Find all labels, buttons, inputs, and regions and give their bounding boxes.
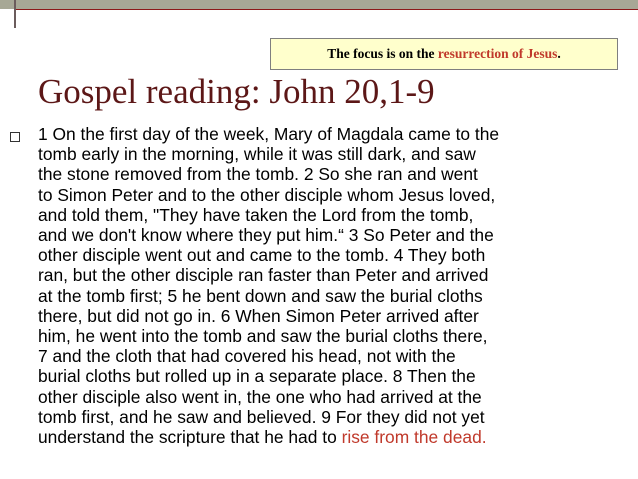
- passage-line: ran, but the other disciple ran faster than Peter and arrived: [38, 265, 489, 286]
- passage-line: and we don't know where they put him.“ 3 So Peter and the: [38, 225, 494, 246]
- passage-line: at the tomb first; 5 he bent down and saw the burial cloths: [38, 285, 483, 306]
- passage-line: other disciple also went in, the one who had arrived at the: [38, 386, 482, 407]
- passage-line: and told them, "They have taken the Lord from the tomb,: [38, 204, 474, 225]
- left-decorative-line: [14, 0, 16, 28]
- passage-lines: [38, 124, 499, 427]
- focus-callout-highlight: resurrection of Jesus: [437, 46, 558, 61]
- passage-highlight-rise-from-dead: rise from the dead.: [341, 427, 487, 448]
- passage-line: 7 and the cloth that had covered his head, not with the: [38, 346, 456, 367]
- passage-line: to Simon Peter and to the other disciple whom Jesus loved,: [38, 184, 496, 205]
- passage-line: him, he went into the tomb and saw the burial cloths there,: [38, 326, 488, 347]
- passage-line: 1 On the first day of the week, Mary of Magdala came to the: [38, 124, 500, 144]
- top-decorative-band: [0, 0, 638, 9]
- passage-line: burial cloths but rolled up in a separate place. 8 Then the: [38, 366, 476, 387]
- gospel-passage: [38, 124, 624, 447]
- passage-line: the stone removed from the tomb. 2 So she ran and went: [38, 164, 478, 185]
- top-divider-line: [14, 9, 638, 10]
- focus-callout-suffix: .: [557, 46, 561, 61]
- focus-callout-prefix: The focus is on the: [327, 46, 438, 61]
- passage-line: there, but did not go in. 6 When Simon Peter arrived after: [38, 305, 479, 326]
- slide-title: Gospel reading: John 20,1-9: [38, 72, 435, 111]
- passage-line: tomb early in the morning, while it was still dark, and saw: [38, 144, 476, 165]
- square-bullet-icon: [10, 132, 20, 142]
- focus-callout: [270, 38, 618, 70]
- passage-last-line-prefix: understand the scripture that he had to: [38, 427, 342, 448]
- passage-line: tomb first, and he saw and believed. 9 For they did not yet: [38, 406, 485, 427]
- passage-line: other disciple went out and came to the tomb. 4 They both: [38, 245, 486, 266]
